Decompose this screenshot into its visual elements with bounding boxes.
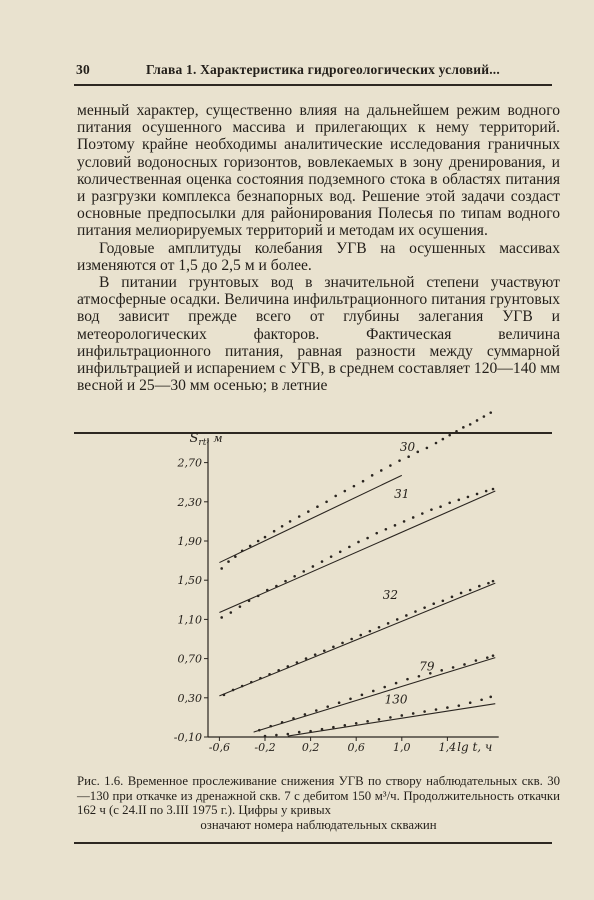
data-point-130 xyxy=(446,706,449,709)
curve-label-32: 32 xyxy=(382,587,399,602)
data-point-79 xyxy=(281,721,284,724)
data-point-31 xyxy=(293,575,296,578)
data-point-31 xyxy=(321,560,324,563)
data-point-30 xyxy=(407,455,410,458)
data-point-130 xyxy=(435,708,438,711)
y-tick-label: 0,70 xyxy=(177,652,202,666)
data-point-31 xyxy=(375,532,378,535)
data-point-130 xyxy=(321,728,324,731)
data-point-79 xyxy=(486,656,489,659)
y-tick-label: 2,30 xyxy=(177,495,202,509)
fit-line-30 xyxy=(219,475,401,562)
data-point-30 xyxy=(435,442,438,445)
data-point-30 xyxy=(249,545,252,548)
data-point-32 xyxy=(359,634,362,637)
data-point-30 xyxy=(353,485,356,488)
y-tick-label: 1,90 xyxy=(177,535,202,548)
fit-line-31 xyxy=(219,491,495,613)
data-point-32 xyxy=(442,599,445,602)
data-point-31 xyxy=(248,599,251,602)
data-point-79 xyxy=(440,669,443,672)
data-point-32 xyxy=(250,681,253,684)
data-point-130 xyxy=(389,716,392,719)
data-point-32 xyxy=(378,626,381,629)
caption-text: Рис. 1.6. Временное прослеживание снижения УГВ по створу наблюдательных скв. 30—130 при откачке из дренажной скв. 7 с дебитом 150 м³/ч. Продолжительность откачки 162 ч (с 24.II по 3.III 1975 г.). Цифры у кривых xyxy=(77,774,560,818)
figure xyxy=(170,431,493,770)
data-point-79 xyxy=(395,682,398,685)
figure-bottom-rule xyxy=(74,842,552,844)
paragraph-1: менный характер, существенно влияя на дальнейшем режим водного питания осушенного массива и прилегающих к нему территорий. Поэтому крайне необходимы аналитические исследования граничных условий водоносных горизонтов, вовлекаемых в зону дренирования, и количественная оценка состояния подземного стока в областях питания и разгрузки комплекса безнапорных вод. Решение этой задачи создаст основные предпосылки для районирования Полесья по типам водного питания мелиорируемых территорий и методам их осушения. xyxy=(77,102,560,240)
data-point-79 xyxy=(326,705,329,708)
data-point-31 xyxy=(239,605,242,608)
data-point-32 xyxy=(451,596,454,599)
curve-label-79: 79 xyxy=(419,659,435,674)
data-point-30 xyxy=(380,469,383,472)
paragraph-3: В питании грунтовых вод в значительной степени участвуют атмосферные осадки. Величина инфильтрационного питания грунтовых вод зависит прежде всего от глубины залегания УГВ и метеорологических факторов. Фактическая величина инфильтрационного питания, равная разности между суммарной инфильтрацией и испарением с УГВ, в среднем составляет 120—140 мм весной и 25—30 мм осенью; в летние xyxy=(77,274,560,395)
data-point-30 xyxy=(362,480,365,483)
data-point-32 xyxy=(341,642,344,645)
data-point-31 xyxy=(230,611,233,614)
data-point-31 xyxy=(266,589,269,592)
data-point-130 xyxy=(412,712,415,715)
data-point-30 xyxy=(416,451,419,454)
data-point-30 xyxy=(227,560,230,563)
data-point-32 xyxy=(287,665,290,668)
data-point-31 xyxy=(476,493,479,496)
curve-label-30: 30 xyxy=(399,439,416,454)
data-point-31 xyxy=(339,550,342,553)
data-point-130 xyxy=(458,704,461,707)
y-tick-label: 1,50 xyxy=(177,574,202,588)
data-point-30 xyxy=(316,505,319,508)
data-point-79 xyxy=(406,678,409,681)
data-point-30 xyxy=(325,501,328,504)
fit-line-79 xyxy=(254,658,496,732)
x-tick-label: 1,0 xyxy=(393,741,411,754)
data-point-32 xyxy=(423,606,426,609)
data-point-130 xyxy=(332,726,335,729)
data-point-79 xyxy=(492,654,495,657)
data-point-30 xyxy=(483,415,486,418)
data-point-130 xyxy=(480,698,483,701)
data-point-32 xyxy=(387,622,390,625)
data-point-30 xyxy=(241,550,244,553)
data-point-31 xyxy=(458,499,461,502)
data-point-30 xyxy=(234,555,237,558)
data-point-32 xyxy=(223,694,226,697)
data-point-31 xyxy=(275,585,278,588)
data-point-32 xyxy=(232,689,235,692)
data-point-30 xyxy=(220,567,223,570)
data-point-30 xyxy=(455,430,458,433)
data-point-31 xyxy=(366,537,369,540)
page-number: 30 xyxy=(76,62,90,77)
data-point-32 xyxy=(296,661,299,664)
data-point-30 xyxy=(389,464,392,467)
data-point-30 xyxy=(476,419,479,422)
drawdown-chart xyxy=(170,431,493,766)
data-point-79 xyxy=(315,709,318,712)
data-point-130 xyxy=(355,722,358,725)
x-tick-label: 0,6 xyxy=(347,741,365,754)
data-point-32 xyxy=(487,582,490,585)
data-point-30 xyxy=(273,530,276,533)
data-point-31 xyxy=(467,496,470,499)
data-point-79 xyxy=(349,697,352,700)
data-point-31 xyxy=(439,505,442,508)
data-point-130 xyxy=(275,734,278,737)
data-point-32 xyxy=(332,646,335,649)
curve-label-130: 130 xyxy=(384,692,408,707)
data-point-79 xyxy=(361,694,364,697)
data-point-31 xyxy=(430,508,433,511)
data-point-32 xyxy=(469,589,472,592)
data-point-79 xyxy=(258,729,261,732)
data-point-31 xyxy=(385,528,388,531)
data-point-30 xyxy=(289,520,292,523)
caption-last-line: означают номера наблюдательных скважин xyxy=(200,817,437,832)
data-point-130 xyxy=(469,701,472,704)
data-point-130 xyxy=(264,735,267,738)
data-point-31 xyxy=(220,616,223,619)
data-point-30 xyxy=(281,525,284,528)
data-point-32 xyxy=(369,630,372,633)
data-point-30 xyxy=(344,490,347,493)
data-point-30 xyxy=(442,438,445,441)
x-tick-label: -0,6 xyxy=(208,741,231,754)
data-point-32 xyxy=(492,580,495,583)
data-point-32 xyxy=(405,614,408,617)
y-tick-label: 0,30 xyxy=(177,691,202,705)
x-tick-label: -0,2 xyxy=(254,741,276,754)
data-point-79 xyxy=(338,701,341,704)
data-point-30 xyxy=(307,510,310,513)
data-point-32 xyxy=(478,585,481,588)
data-point-32 xyxy=(460,592,463,595)
data-point-30 xyxy=(469,423,472,426)
data-point-130 xyxy=(344,724,347,727)
data-point-30 xyxy=(426,447,429,450)
data-point-30 xyxy=(398,459,401,462)
data-point-31 xyxy=(257,595,260,598)
data-point-79 xyxy=(383,686,386,689)
data-point-31 xyxy=(348,546,351,549)
data-point-130 xyxy=(366,720,369,723)
data-point-32 xyxy=(241,685,244,688)
data-point-30 xyxy=(489,411,492,414)
data-point-79 xyxy=(372,690,375,693)
data-point-130 xyxy=(287,733,290,736)
data-point-32 xyxy=(432,602,435,605)
data-point-31 xyxy=(485,490,488,493)
data-point-79 xyxy=(292,717,295,720)
data-point-30 xyxy=(448,434,451,437)
data-point-32 xyxy=(259,677,262,680)
data-point-130 xyxy=(489,696,492,699)
paragraph-2: Годовые амплитуды колебания УГВ на осушенных массивах изменяются от 1,5 до 2,5 м и более. xyxy=(77,239,560,274)
data-point-30 xyxy=(264,536,267,539)
data-point-30 xyxy=(334,495,337,498)
data-point-130 xyxy=(423,710,426,713)
data-point-31 xyxy=(357,541,360,544)
data-point-130 xyxy=(298,731,301,734)
data-point-30 xyxy=(257,540,260,543)
y-tick-label: -0,10 xyxy=(173,731,202,744)
data-point-32 xyxy=(277,669,280,672)
data-point-30 xyxy=(371,474,374,477)
data-point-32 xyxy=(350,638,353,641)
figure-top-rule xyxy=(74,432,552,434)
data-point-31 xyxy=(302,570,305,573)
fit-line-130 xyxy=(288,704,495,736)
data-point-79 xyxy=(463,663,466,666)
data-point-32 xyxy=(396,618,399,621)
data-point-31 xyxy=(412,516,415,519)
data-point-130 xyxy=(378,718,381,721)
y-tick-label: 1,10 xyxy=(177,613,202,627)
header-rule xyxy=(74,84,552,86)
data-point-31 xyxy=(403,520,406,523)
y-tick-label: 2,70 xyxy=(177,456,202,470)
body-text xyxy=(77,102,560,394)
data-point-32 xyxy=(305,657,308,660)
data-point-31 xyxy=(284,580,287,583)
x-tick-label: 0,2 xyxy=(301,741,320,754)
figure-caption xyxy=(77,774,560,832)
data-point-79 xyxy=(269,725,272,728)
data-point-32 xyxy=(414,610,417,613)
data-point-31 xyxy=(421,512,424,515)
data-point-32 xyxy=(314,653,317,656)
data-point-31 xyxy=(330,555,333,558)
curve-label-31: 31 xyxy=(394,486,410,501)
data-point-79 xyxy=(304,713,307,716)
y-axis-label: $S_{rt}^{, м}$ xyxy=(189,431,223,449)
data-point-31 xyxy=(492,488,495,491)
data-point-31 xyxy=(312,565,315,568)
data-point-31 xyxy=(394,524,397,527)
data-point-130 xyxy=(401,714,404,717)
data-point-79 xyxy=(418,675,421,678)
running-title: Глава 1. Характеристика гидрогеологических условий... xyxy=(146,62,500,77)
x-axis-label: lg t, ч xyxy=(457,740,493,754)
data-point-130 xyxy=(309,730,312,733)
data-point-32 xyxy=(323,649,326,652)
data-point-30 xyxy=(462,426,465,429)
data-point-31 xyxy=(448,501,451,504)
data-point-30 xyxy=(298,515,301,518)
data-point-79 xyxy=(452,666,455,669)
x-tick-label: 1,4 xyxy=(438,741,457,754)
data-point-32 xyxy=(268,673,271,676)
data-point-79 xyxy=(475,659,478,662)
